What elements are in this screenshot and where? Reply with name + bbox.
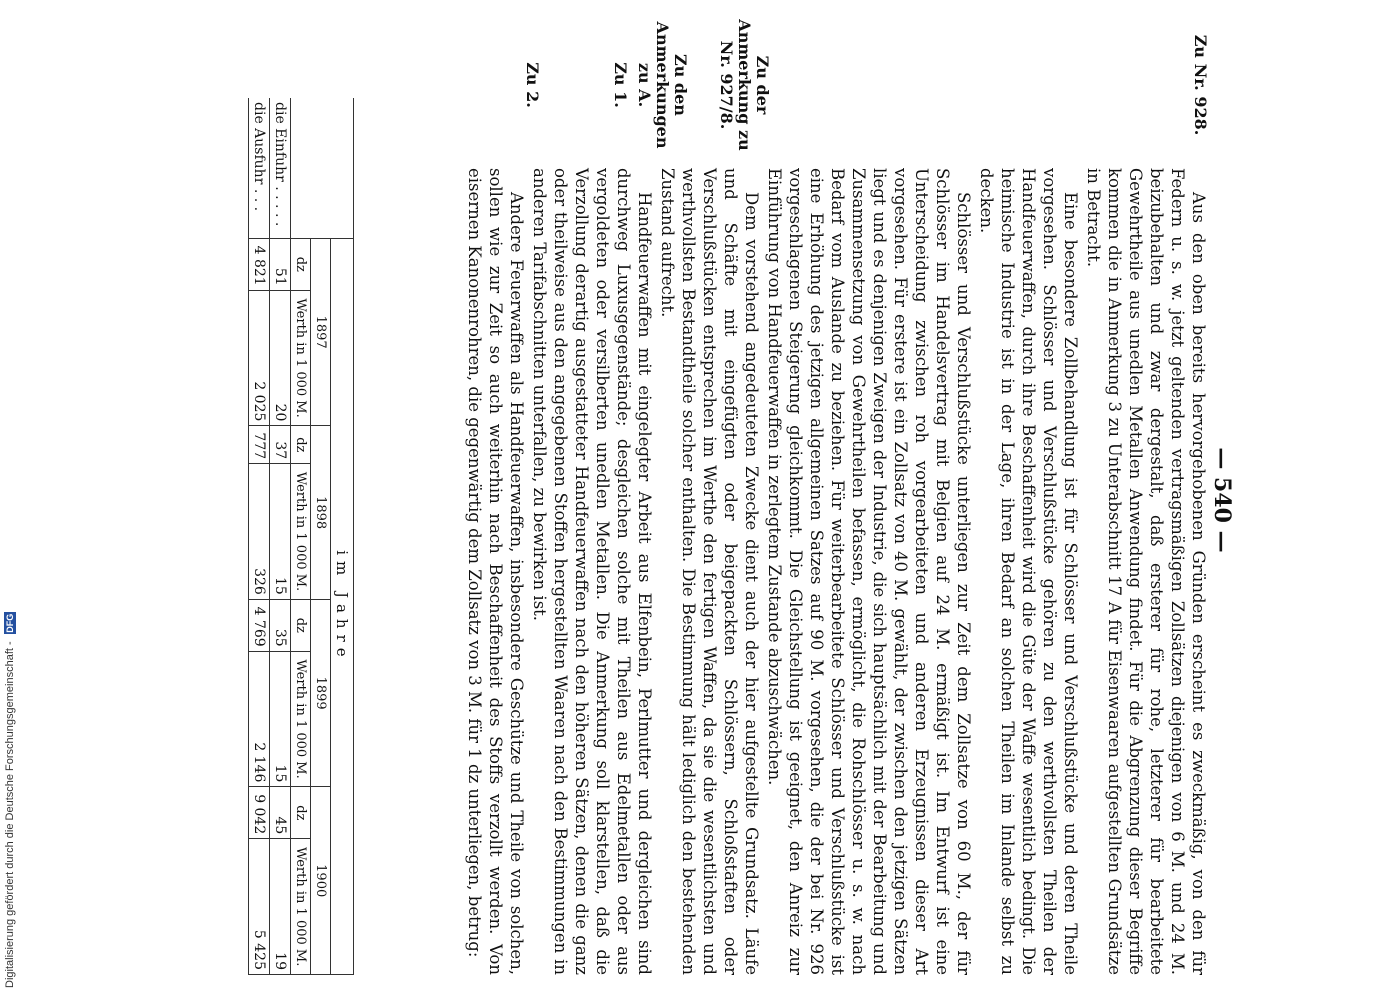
table-cell: 15 [269,651,290,787]
statistics-table-wrapper [248,98,354,975]
year-header: 1899 [310,599,330,787]
paragraph-4: Dem vorstehend angedeuteten Zwecke dient auch der hier aufgestellte Grundsatz. Läufe und Schäfte mit eingefügten oder beigepackten Schlössern, Schloßstaften oder Verschlußstücken entsprechen im Werthe den fertigen Waffen, da sie die wesentlichsten und werthvollsten Bestandtheile solcher enthalten. Die Bestimmung hält lediglich den bestehenden Zustand aufrecht. [657,168,761,975]
footer-text: Digitalisierung gefördert durch die Deutsche Forschungsgemeinschaft - [4,641,16,988]
table-cell: 37 [269,426,290,464]
digitization-footer [0,0,18,994]
table-cell: 326 [248,464,269,600]
table-corner [290,98,353,238]
paragraph-3: Schlösser und Verschlußstücke unterliegen zur Zeit dem Zollsatze von 60 M., der für Schlösser im Handelsvertrag mit Belgien auf 24 M. ermäßigt ist. Im Entwurf ist eine Unterscheidung zwischen roh vorgearbeiteten und anderen Erzeugnissen dieser Art vorgesehen. Für erstere ist ein Zollsatz von 40 M. gewählt, der zwischen den jetzigen Sätzen liegt und es denjenigen Zweigen der Industrie, die sich hauptsächlich mit der Bearbeitung und Zusammensetzung von Gewehrtheilen befassen, ermöglicht, die Rohschlösser u. s. w. nach Bedarf vom Auslande zu beziehen. Für weiterbearbeitete Schlösser und Verschlußstücke ist eine Erhöhung des jetzigen allgemeinen Satzes auf 90 M. vorgesehen, die der bei Nr. 926 vorgeschlagenen Steigerung gleichkommt. Die Gleichstellung ist geeignet, den Anreiz zur Einführung von Handfeuerwaffen in zerlegtem Zustande abzuschwächen. [764,168,973,975]
paragraph-1: Aus den oben bereits hervorgehobenen Gründen erscheint es zweckmäßig, von den für Federn u. s. w. jetzt geltenden vertragsmäßigen Zollsätzen diejenigen von 6 M. und 24 M. beizubehalten und zwar dergestalt, daß ersterer für rohe, letzterer für bearbeitete Gewehrtheile aus unedlen Metallen Anwendung findet. Für die Abgrenzung dieser Begriffe kommen die in Anmerkung 3 zu Unterabschnitt 17 A für Eisenwaaren aufgestellten Grundsätze in Betracht. [1083,168,1208,975]
table-cell: 51 [269,238,290,290]
year-header: 1898 [310,426,330,599]
table-cell: 2 146 [248,651,269,787]
table-cell: 9 042 [248,787,269,839]
sub-header-wert: Werth in 1 000 M. [290,651,310,787]
sub-header-wert: Werth in 1 000 M. [290,839,310,975]
table-row [269,98,290,975]
margin-notes [517,10,1209,160]
statistics-table [248,98,354,975]
table-caption: im Jahre [330,238,353,974]
sub-header-wert: Werth in 1 000 M. [290,464,310,600]
row-label: die Ausfuhr . . . [248,98,269,238]
document-page [149,0,1249,1000]
table-cell: 4 821 [248,238,269,290]
table-cell: 45 [269,787,290,839]
margin-anmerkung-927: Zu der Anmerkung zu Nr. 927/8. [716,19,772,151]
year-header: 1897 [310,238,330,426]
sub-header-dz: dz [290,238,310,290]
sub-header-dz: dz [290,599,310,651]
year-header: 1900 [310,787,330,975]
table-cell: 15 [269,464,290,600]
page-number: — 540 — [1208,447,1235,553]
margin-anmerkungen-a: Zu den Anmerkungen zu A. [634,21,690,149]
table-cell: 5 425 [248,839,269,975]
sub-header-dz: dz [290,426,310,464]
dfg-logo: DFG [5,613,15,633]
margin-nr928: Zu Nr. 928. [1190,34,1210,136]
table-cell: 777 [248,426,269,464]
row-label: die Einfuhr . . . . . [269,98,290,238]
sub-header-wert: Werth in 1 000 M. [290,290,310,426]
main-text [462,168,1209,975]
table-cell: 19 [269,839,290,975]
paragraph-5: Handfeuerwaffen mit eingelegter Arbeit aus Elfenbein, Perlmutter und dergleichen sind durchweg Luxusgegenstände; desgleichen solche mit Theilen aus Edelmetallen oder aus vergoldeten oder versilberten unedlen Metallen. Die Anmerkung soll klarstellen, daß die Verzollung derartig ausgestatteter Handfeuerwaffen nach den höheren Sätzen, denen die ganz oder theilweise aus den angegebenen Stoffen hergestellten Waaren nach den Bestimmungen in anderen Tarifabschnitten unterfallen, zu bewirken ist. [529,168,654,975]
table-row [248,98,269,975]
margin-zu1: Zu 1. [610,62,630,108]
paragraph-2: Eine besondere Zollbehandlung ist für Schlösser und Verschlußstücke und deren Theile vorgesehen. Schlösser und Verschlußstücke gehören zu den werthvollsten Theilen der Handfeuerwaffen, durch ihre Beschaffenheit wird die Güte der Waffe wesentlich bedingt. Die heimische Industrie ist in der Lage, ihren Bedarf an solchen Theilen im Inlande selbst zu decken. [976,168,1080,975]
table-cell: 20 [269,290,290,426]
table-cell: 4 769 [248,599,269,651]
margin-zu2: Zu 2. [522,62,542,108]
sub-header-dz: dz [290,787,310,839]
table-cell: 35 [269,599,290,651]
table-cell: 2 025 [248,290,269,426]
paragraph-6: Andere Feuerwaffen als Handfeuerwaffen, insbesondere Geschütze und Theile von solchen, sollen wie zur Zeit so auch weiterhin nach Beschaffenheit des Stoffs verzollt werden. Von eisernen Kanonenrohren, die gegenwärtig dem Zollsatz von 3 M. für 1 dz unterliegen, betrug: [464,168,526,975]
